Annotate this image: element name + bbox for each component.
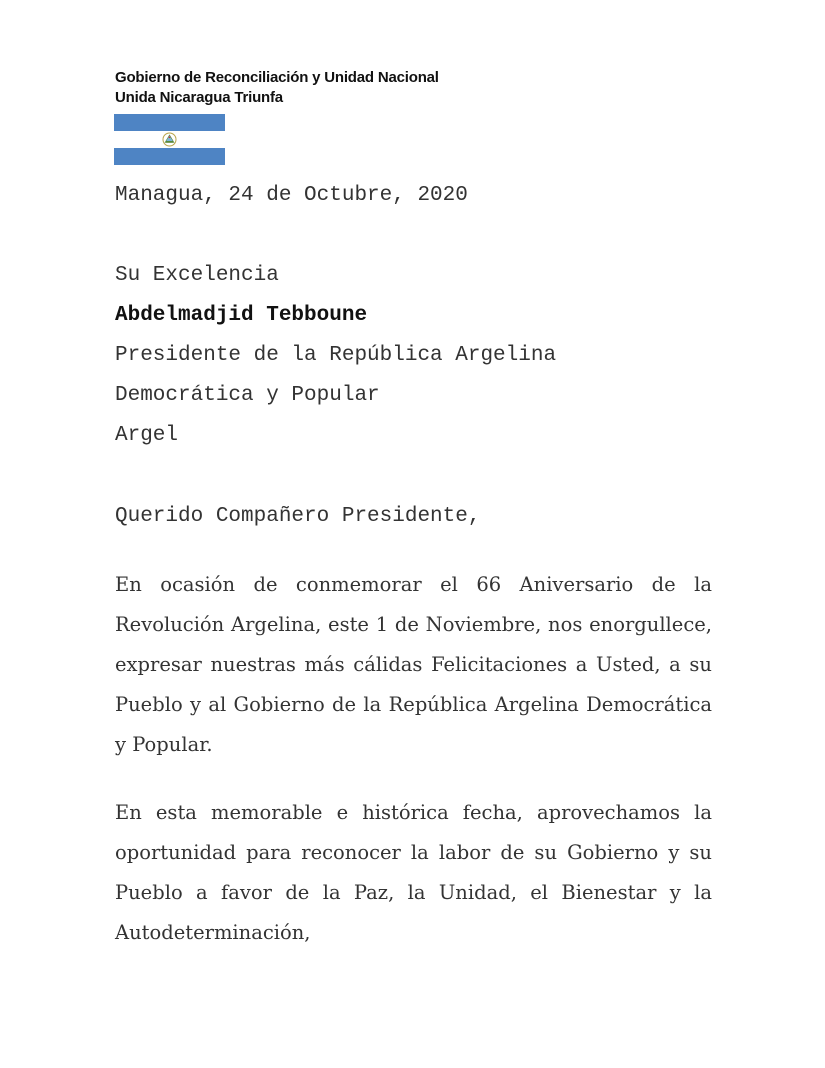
recipient-title-line2: Democrática y Popular bbox=[115, 384, 380, 407]
recipient-address bbox=[115, 256, 556, 456]
body-paragraph-2: En esta memorable e histórica fecha, aprovechamos la oportunidad para reconocer la labor de su Gobierno y su Pueblo a favor de la Paz, la Unidad, el Bienestar y la Autodeterminación, bbox=[115, 801, 712, 944]
letterhead bbox=[115, 68, 439, 108]
letter-date: Managua, 24 de Octubre, 2020 bbox=[115, 184, 468, 207]
recipient-name: Abdelmadjid Tebboune bbox=[115, 304, 368, 327]
recipient-city: Argel bbox=[115, 424, 179, 447]
nicaragua-flag-icon bbox=[114, 114, 225, 165]
body-paragraph-1: En ocasión de conmemorar el 66 Aniversario de la Revolución Argelina, este 1 de Noviembre, nos enorgullece, expresar nuestras más cálidas Felicitaciones a Usted, a su Pueblo y al Gobierno de la República Argelina Democrática y Popular. bbox=[115, 573, 712, 756]
letterhead-government-name: Gobierno de Reconciliación y Unidad Nacional bbox=[115, 69, 439, 86]
letterhead-slogan: Unida Nicaragua Triunfa bbox=[115, 89, 283, 106]
recipient-title-line1: Presidente de la República Argelina bbox=[115, 344, 557, 367]
salutation: Querido Compañero Presidente, bbox=[115, 505, 481, 528]
recipient-honorific: Su Excelencia bbox=[115, 264, 279, 287]
